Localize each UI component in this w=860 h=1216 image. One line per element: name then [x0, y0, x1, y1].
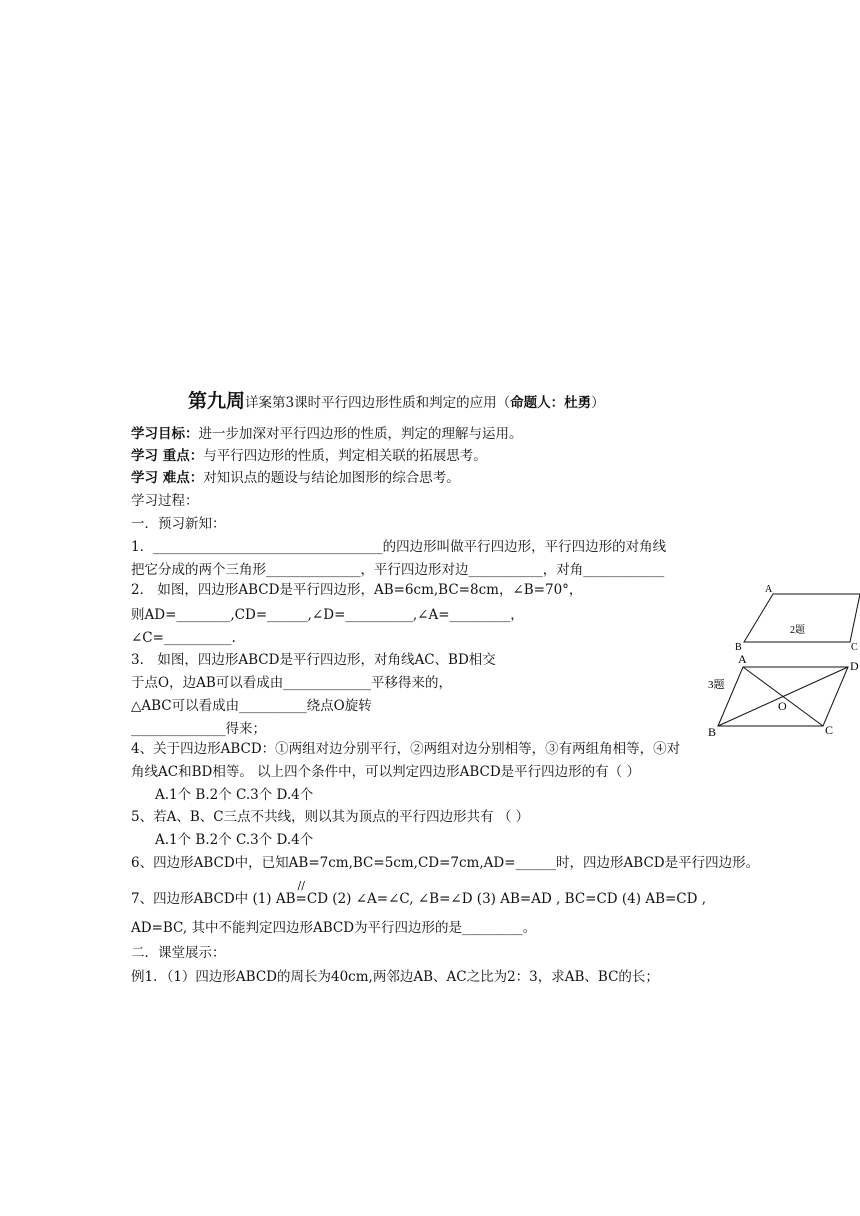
question-3-line-2: 于点O，边AB可以看成由_____________平移得来的， [131, 675, 452, 691]
diagonal-bd [718, 667, 848, 726]
goal-objective: 学习目标：进一步加深对平行四边形的性质，判定的理解与运用。 [131, 426, 523, 442]
question-1-line-1: 1．__________________________________的四边形叫做平行四边形，平行四边形的对角线 [131, 539, 667, 555]
title-lesson: 详案第3课时平行四边形性质和判定的应用（ [245, 395, 511, 411]
goal-key-point: 学习 重点：与平行四边形的性质，判定相关联的拓展思考。 [131, 448, 487, 464]
question-3-line-3: △ABC可以看成由__________绕点O旋转 [131, 698, 372, 714]
title-author: 命题人：杜勇 [510, 395, 592, 411]
question-4-options: A.1个 B.2个 C.3个 D.4个 [155, 787, 314, 803]
vertex-c-label: C [825, 723, 834, 737]
section-preview: 一．预习新知： [131, 516, 226, 532]
goal-difficulty: 学习 难点：对知识点的题设与结论加图形的综合思考。 [131, 470, 460, 486]
vertex-b-label: B [708, 725, 717, 739]
page-title [188, 386, 605, 413]
example-1: 例1．（1）四边形ABCD的周长为40cm,两邻边AB、AC之比为2：3，求AB、BC的长； [131, 969, 659, 985]
question-5-line-1: 5、若A、B、C三点不共线，则以其为顶点的平行四边形共有 （ ） [131, 809, 530, 825]
question-2-line-1: 2． 如图，四边形ABCD是平行四边形，AB=6cm,BC=8cm，∠B=70°， [131, 582, 583, 598]
figure-question-2 [728, 580, 860, 652]
vertex-c-label: C [851, 642, 858, 652]
vertex-a-label: A [738, 652, 747, 666]
figure-question-3 [700, 650, 860, 742]
question-2-line-2: 则AD=________,CD=______,∠D=__________,∠A=_________， [131, 607, 524, 623]
process-heading: 学习过程： [131, 493, 199, 509]
question-4-line-2: 角线AC和BD相等。 以上四个条件中，可以判定四边形ABCD是平行四边形的有（ ） [131, 764, 640, 780]
figure-3-caption: 3题 [708, 679, 725, 691]
vertex-d-label: D [850, 659, 859, 673]
question-7-line-2: AD=BC, 其中不能判定四边形ABCD为平行四边形的是_________。 [131, 920, 537, 936]
point-o-label: O [778, 699, 787, 713]
parallel-equal-symbol: // = [295, 879, 307, 907]
vertex-a-label: A [765, 584, 773, 595]
vertex-b-label: B [735, 642, 742, 652]
title-close: ） [591, 395, 605, 411]
question-4-line-1: 4、关于四边形ABCD：①两组对边分别平行，②两组对边分别相等，③有两组角相等，④对 [131, 741, 681, 757]
section-class-display: 二．课堂展示： [131, 945, 226, 961]
question-6: 6、四边形ABCD中，已知AB=7cm,BC=5cm,CD=7cm,AD=______时，四边形ABCD是平行四边形。 [131, 855, 760, 871]
question-7-line-1: 7、四边形ABCD中 (1) AB // =CD (2) ∠A=∠C, ∠B=∠D (3) AB=AD , BC=CD (4) AB=CD , [131, 879, 707, 907]
question-3-line-1: 3． 如图，四边形ABCD是平行四边形，对角线AC、BD相交 [131, 652, 496, 668]
title-week: 第九周 [188, 390, 246, 412]
question-5-options: A.1个 B.2个 C.3个 D.4个 [155, 832, 314, 848]
question-2-line-3: ∠C=__________. [131, 630, 236, 646]
question-1-line-2: 把它分成的两个三角形______________，平行四边形对边___________，对角____________ [131, 562, 665, 578]
question-3-line-4: ______________得来； [131, 721, 266, 737]
figure-2-caption: 2题 [790, 625, 805, 636]
